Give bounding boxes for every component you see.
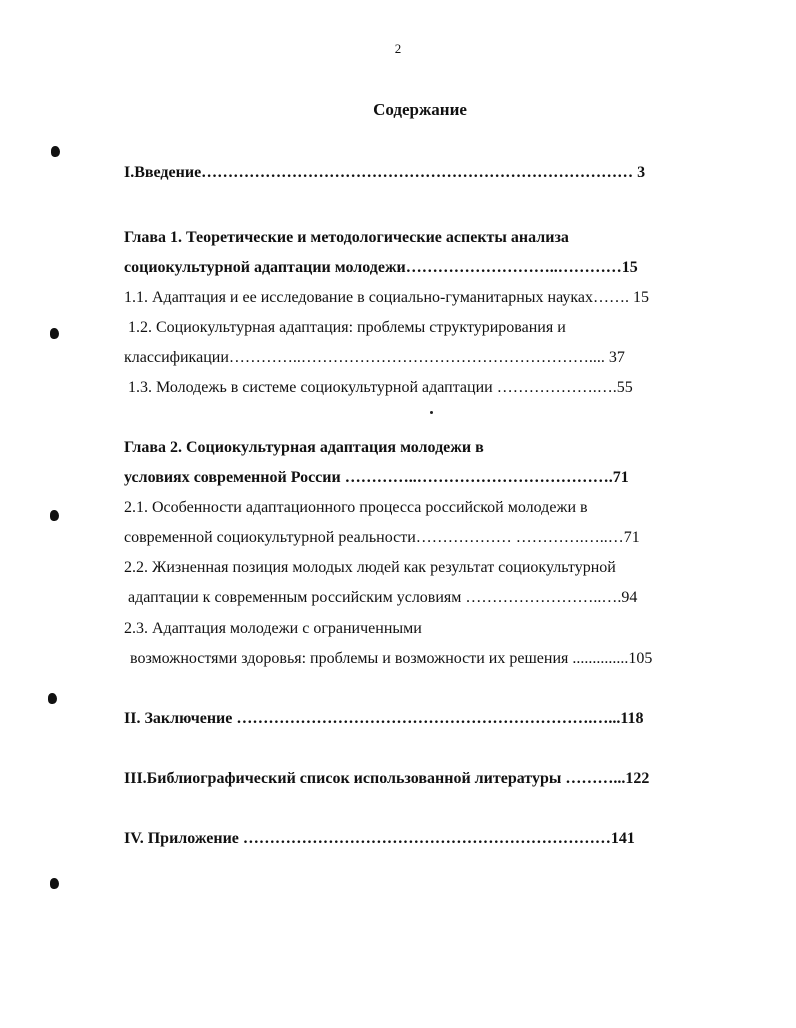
scan-spot xyxy=(50,878,59,889)
toc-section-1-1: 1.1. Адаптация и ее исследование в социально-гуманитарных науках……. 15 xyxy=(124,289,650,306)
toc-section-2-2-cont: адаптации к современным российским условиям ……………………..….94 xyxy=(128,589,638,606)
toc-chapter-2-title-cont: условиях современной России …………..……………………………….71 xyxy=(124,469,629,486)
toc-section-2-3-cont: возможностями здоровья: проблемы и возможности их решения ..............105 xyxy=(130,650,653,667)
toc-chapter-2-title: Глава 2. Социокультурная адаптация молодежи в xyxy=(124,439,484,456)
toc-section-2-1-cont: современной социокультурной реальности……………… ………….…..…71 xyxy=(124,529,640,546)
toc-section-2-1: 2.1. Особенности адаптационного процесса российской молодежи в xyxy=(124,499,588,516)
toc-title: Содержание xyxy=(373,100,467,119)
toc-section-2-2: 2.2. Жизненная позиция молодых людей как результат социокультурной xyxy=(124,559,616,576)
scan-spot xyxy=(50,510,59,521)
toc-section-1-3: 1.3. Молодежь в системе социокультурной адаптации ……………….….55 xyxy=(128,379,633,396)
scan-spot xyxy=(50,328,59,339)
page-number: 2 xyxy=(394,41,402,56)
scan-spot xyxy=(48,693,57,704)
toc-chapter-1-title-cont: социокультурной адаптации молодежи………………………..…………15 xyxy=(124,259,638,276)
toc-entry-intro: I.Введение……………………………………………………………………… 3 xyxy=(124,164,646,181)
toc-chapter-1-title: Глава 1. Теоретические и методологические аспекты анализа xyxy=(124,229,569,246)
toc-entry-appendix: IV. Приложение ……………………………………………………………141 xyxy=(124,830,635,847)
toc-section-1-2: 1.2. Социокультурная адаптация: проблемы структурирования и xyxy=(128,319,566,336)
toc-section-2-3: 2.3. Адаптация молодежи с ограниченными xyxy=(124,620,422,637)
scan-spot xyxy=(51,146,60,157)
scan-dot xyxy=(430,411,433,414)
toc-entry-bibliography: III.Библиографический список использованной литературы ………...122 xyxy=(124,770,650,787)
toc-entry-conclusion: II. Заключение ………………………………………………………….…...118 xyxy=(124,710,644,727)
toc-section-1-2-cont: классификации…………..……………………………………………….... 37 xyxy=(124,349,625,366)
